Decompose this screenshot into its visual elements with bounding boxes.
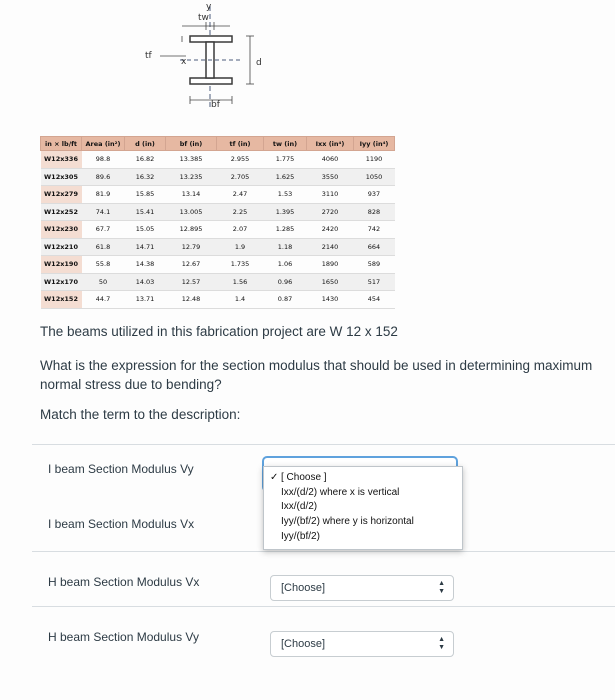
table-row (41, 186, 395, 204)
table-cell: 2.955 (217, 151, 264, 169)
table-cell: 14.03 (125, 273, 166, 291)
section-designation: W12x210 (41, 238, 82, 256)
table-cell: 3550 (307, 168, 354, 186)
dropdown-option[interactable]: Ixx/(d/2) where x is vertical (281, 487, 400, 498)
updown-arrows-icon: ▲ ▼ (438, 580, 445, 595)
select-h-beam-vy[interactable] (270, 631, 454, 657)
table-cell: 1.775 (264, 151, 307, 169)
dropdown-option[interactable]: Ixx/(d/2) (281, 501, 318, 512)
select-value: [Choose] (281, 638, 326, 650)
table-cell: 16.82 (125, 151, 166, 169)
table-cell: 13.71 (125, 291, 166, 309)
table-cell: 1890 (307, 256, 354, 274)
divider (32, 551, 615, 552)
table-cell: 12.895 (166, 221, 217, 239)
table-cell: 664 (354, 238, 395, 256)
table-row (41, 221, 395, 239)
table-cell: 1.735 (217, 256, 264, 274)
table-cell: 14.71 (125, 238, 166, 256)
table-cell: 1.285 (264, 221, 307, 239)
checkmark-icon: ✓ (270, 472, 279, 483)
table-cell: 1050 (354, 168, 395, 186)
divider (32, 444, 615, 445)
table-cell: 2140 (307, 238, 354, 256)
table-cell: 15.85 (125, 186, 166, 204)
match-instruction: Match the term to the description: (40, 407, 241, 422)
col-header: tf (in) (217, 137, 264, 151)
dropdown-menu (263, 466, 463, 550)
question-intro: The beams utilized in this fabrication project are W 12 x 152 (40, 324, 398, 339)
table-cell: 1.625 (264, 168, 307, 186)
table-header-row (41, 137, 395, 151)
bf-label: bf (211, 100, 220, 110)
table-cell: 1190 (354, 151, 395, 169)
section-designation: W12x190 (41, 256, 82, 274)
dropdown-option[interactable]: Iyy/(bf/2) (281, 531, 320, 542)
section-designation: W12x170 (41, 273, 82, 291)
table-cell: 1.4 (217, 291, 264, 309)
table-row (41, 291, 395, 309)
section-designation: W12x230 (41, 221, 82, 239)
table-cell: 2.07 (217, 221, 264, 239)
updown-arrows-icon: ▲ ▼ (438, 636, 445, 651)
table-row (41, 168, 395, 186)
table-row (41, 273, 395, 291)
table-cell: 517 (354, 273, 395, 291)
table-cell: 2720 (307, 203, 354, 221)
table-cell: 454 (354, 291, 395, 309)
table-cell: 2.25 (217, 203, 264, 221)
select-value: [Choose] (281, 582, 326, 594)
select-h-beam-vx[interactable] (270, 575, 454, 601)
x-label: x (181, 57, 187, 67)
table-cell: 1.53 (264, 186, 307, 204)
table-cell: 1.56 (217, 273, 264, 291)
table-cell: 1650 (307, 273, 354, 291)
table-cell: 742 (354, 221, 395, 239)
table-cell: 589 (354, 256, 395, 274)
tf-label: tf (145, 51, 152, 61)
table-row (41, 238, 395, 256)
section-designation: W12x305 (41, 168, 82, 186)
table-cell: 0.96 (264, 273, 307, 291)
table-cell: 89.6 (82, 168, 125, 186)
table-cell: 1.18 (264, 238, 307, 256)
divider (32, 606, 615, 607)
table-row (41, 151, 395, 169)
table-cell: 2.47 (217, 186, 264, 204)
table-cell: 4060 (307, 151, 354, 169)
table-cell: 2420 (307, 221, 354, 239)
table-cell: 1430 (307, 291, 354, 309)
table-cell: 67.7 (82, 221, 125, 239)
y-label: y (206, 2, 212, 12)
table-cell: 1.06 (264, 256, 307, 274)
col-header: in × lb/ft (41, 137, 82, 151)
table-cell: 98.8 (82, 151, 125, 169)
table-cell: 937 (354, 186, 395, 204)
table-cell: 13.385 (166, 151, 217, 169)
col-header: Area (in²) (82, 137, 125, 151)
col-header: d (in) (125, 137, 166, 151)
table-cell: 828 (354, 203, 395, 221)
table-cell: 55.8 (82, 256, 125, 274)
table-cell: 12.67 (166, 256, 217, 274)
table-cell: 12.48 (166, 291, 217, 309)
dropdown-option[interactable]: [ Choose ] (281, 472, 327, 483)
table-cell: 15.41 (125, 203, 166, 221)
table-cell: 12.57 (166, 273, 217, 291)
col-header: tw (in) (264, 137, 307, 151)
table-cell: 16.32 (125, 168, 166, 186)
d-label: d (256, 58, 262, 68)
table-cell: 13.005 (166, 203, 217, 221)
table-cell: 61.8 (82, 238, 125, 256)
term-i-beam-vx: I beam Section Modulus Vx (48, 517, 195, 531)
table-cell: 13.235 (166, 168, 217, 186)
question-prompt: What is the expression for the section modulus that should be used in determining maximum normal stress due to bending? (40, 358, 593, 392)
table-cell: 0.87 (264, 291, 307, 309)
section-designation: W12x152 (41, 291, 82, 309)
beam-figure (0, 0, 615, 304)
table-cell: 1.395 (264, 203, 307, 221)
table-cell: 44.7 (82, 291, 125, 309)
col-header: Ixx (in⁴) (307, 137, 354, 151)
table-cell: 15.05 (125, 221, 166, 239)
table-cell: 1.9 (217, 238, 264, 256)
term-h-beam-vy: H beam Section Modulus Vy (48, 630, 199, 644)
section-designation: W12x336 (41, 151, 82, 169)
col-header: Iyy (in⁴) (354, 137, 395, 151)
table-cell: 50 (82, 273, 125, 291)
beam-properties-table (40, 136, 395, 309)
col-header: bf (in) (166, 137, 217, 151)
table-cell: 74.1 (82, 203, 125, 221)
table-cell: 14.38 (125, 256, 166, 274)
section-designation: W12x252 (41, 203, 82, 221)
term-h-beam-vx: H beam Section Modulus Vx (48, 575, 200, 589)
table-cell: 13.14 (166, 186, 217, 204)
table-cell: 81.9 (82, 186, 125, 204)
table-cell: 12.79 (166, 238, 217, 256)
tw-label: tw (198, 13, 209, 23)
table-cell: 3110 (307, 186, 354, 204)
table-cell: 2.705 (217, 168, 264, 186)
table-row (41, 203, 395, 221)
dropdown-option[interactable]: Iyy/(bf/2) where y is horizontal (281, 516, 414, 527)
table-row (41, 256, 395, 274)
term-i-beam-vy: I beam Section Modulus Vy (48, 462, 194, 476)
section-designation: W12x279 (41, 186, 82, 204)
